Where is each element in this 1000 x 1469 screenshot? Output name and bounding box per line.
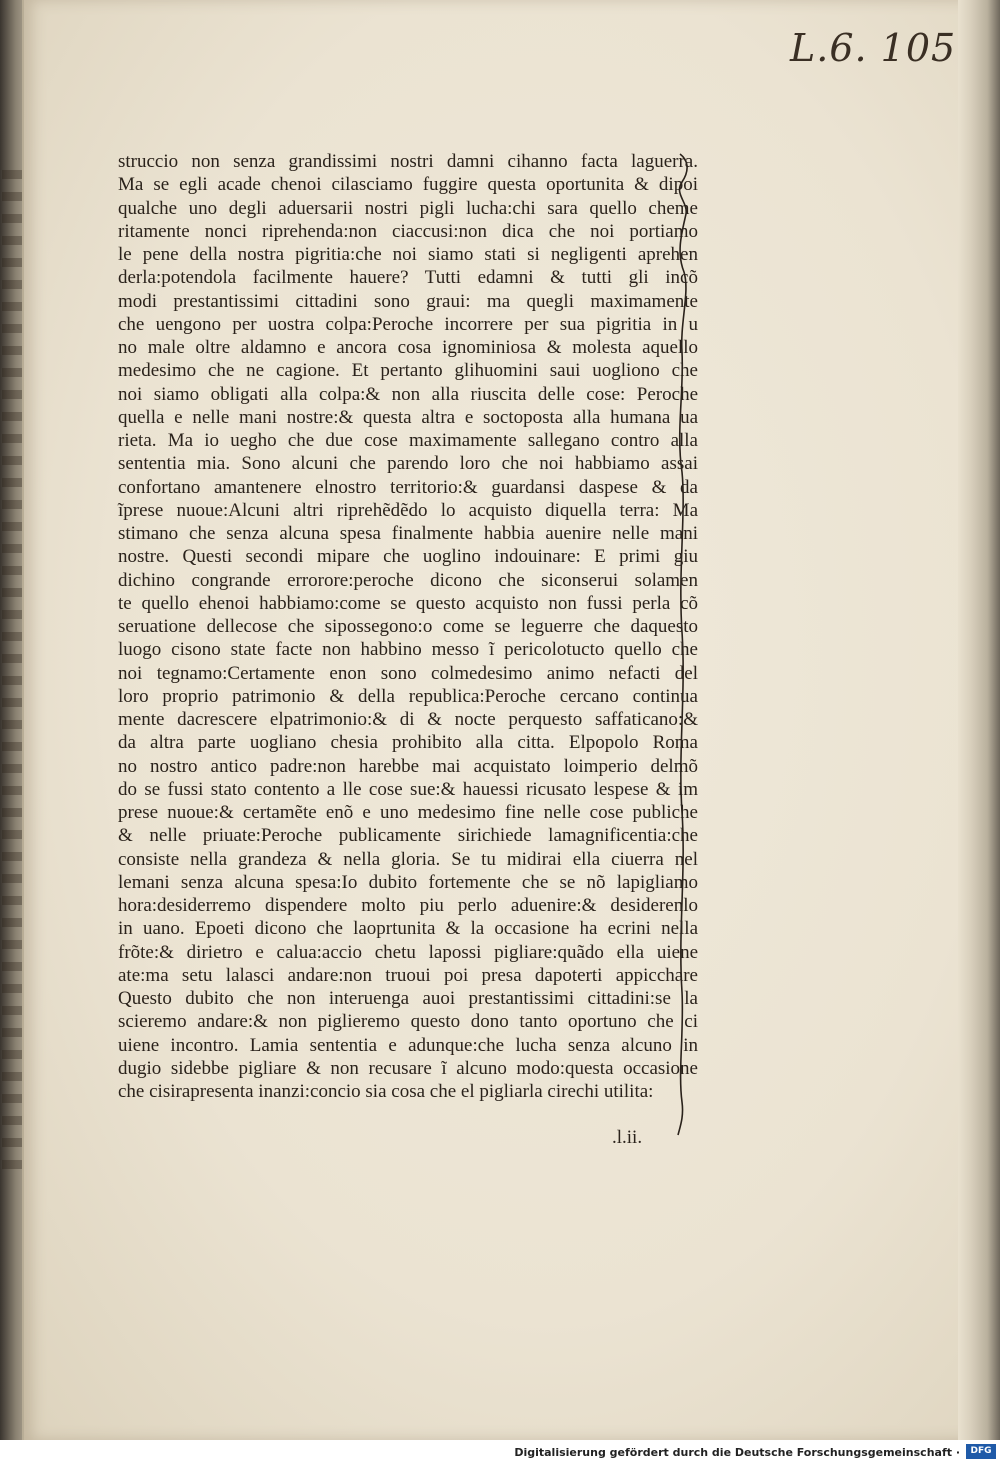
dfg-logo: DFG bbox=[966, 1444, 996, 1459]
handwritten-margin-bracket bbox=[672, 152, 696, 1137]
text-line: frõte:& dirietro e calua:accio chetu lapossi pigliare:quãdo ella uiene bbox=[118, 941, 698, 963]
text-line: prese nuoue:& certamẽte enõ e uno medesimo fine nelle cose publiche bbox=[118, 802, 698, 823]
text-line: dugio sidebbe pigliare & non recusare ĩ alcuno modo:questa occasione bbox=[118, 1057, 698, 1079]
text-line: do se fussi stato contento a lle cose sue:& hauessi ricusato lespese & im bbox=[118, 778, 698, 800]
text-line: confortano amantenere elnostro territorio:& guardansi daspese & da bbox=[118, 476, 698, 498]
text-line: qualche uno degli aduersarii nostri pigli lucha:chi sara quello cheme bbox=[118, 197, 698, 219]
text-line: le pene della nostra pigritia:che noi siamo stati si negligenti aprehen bbox=[118, 244, 698, 265]
text-line: in uano. Epoeti dicono che laoprtunita & la occasione ha ecrini nella bbox=[118, 918, 698, 940]
text-line: & nelle priuate:Peroche publicamente sirichiede lamagnificentia:che bbox=[118, 825, 698, 847]
text-line: struccio non senza grandissimi nostri damni cihanno facta laguerra. bbox=[118, 151, 698, 172]
text-line: lemani senza alcuna spesa:Io dubito fortemente che se nõ lapigliamo bbox=[118, 871, 698, 893]
text-line: Questo dubito che non interuenga auoi prestantissimi cittadini:se la bbox=[118, 988, 698, 1009]
text-line: mente dacrescere elpatrimonio:& di & nocte perquesto saffaticano:& bbox=[118, 709, 698, 730]
text-line: ĩprese nuoue:Alcuni altri riprehẽdẽdo lo acquisto diquella terra: Ma bbox=[118, 499, 698, 521]
text-line: modi prestantissimi cittadini sono graui: ma quegli maximamente bbox=[118, 290, 698, 312]
text-line: loro proprio patrimonio & della republica:Peroche cercano continua bbox=[118, 685, 698, 707]
text-line: te quello ehenoi habbiamo:come se questo acquisto non fussi perla cõ bbox=[118, 592, 698, 614]
text-line: Ma se egli acade chenoi cilasciamo fuggire questa oportunita & dipoi bbox=[118, 174, 698, 196]
footer-credit: Digitalisierung gefördert durch die Deutsche Forschungsgemeinschaft · bbox=[514, 1446, 960, 1459]
text-line: luogo cisono state facte non habbino messo ĩ pericolotucto quello che bbox=[118, 639, 698, 661]
text-line: dichino congrande errorore:peroche dicono che siconserui solamen bbox=[118, 569, 698, 591]
text-line: consiste nella grandeza & nella gloria. Se tu midirai ella ciuerra nel bbox=[118, 848, 698, 870]
text-line: noi siamo obligati alla colpa:& non alla riuscita delle cose: Peroche bbox=[118, 383, 698, 405]
text-line: no male oltre aldamno e ancora cosa ignominiosa & molesta aquello bbox=[118, 337, 698, 358]
text-line: rieta. Ma io uegho che due cose maximamente sallegano contro alla bbox=[118, 430, 698, 451]
signature-mark: .l.ii. bbox=[612, 1127, 643, 1148]
text-line: no nostro antico padre:non harebbe mai acquistato loimperio delmõ bbox=[118, 755, 698, 777]
printed-text-block bbox=[118, 150, 698, 1103]
text-line: ritamente nonci riprehenda:non ciaccusi:non dica che noi portiamo bbox=[118, 220, 698, 242]
text-line: seruatione dellecose che sipossegono:o come se leguerre che daquesto bbox=[118, 616, 698, 637]
text-line: stimano che senza alcuna spesa finalmente habbia auenire nelle mani bbox=[118, 523, 698, 544]
text-line: sententia mia. Sono alcuni che parendo loro che noi habbiamo assai bbox=[118, 453, 698, 475]
handwritten-folio-note: L.6. 105 bbox=[790, 26, 957, 70]
text-line: che uengono per uostra colpa:Peroche incorrere per sua pigritia in u bbox=[118, 313, 698, 335]
page-stack-edge bbox=[958, 0, 1000, 1440]
text-line: nostre. Questi secondi mipare che uoglino indouinare: E primi giu bbox=[118, 546, 698, 568]
text-line: quella e nelle mani nostre:& questa altra e soctoposta alla humana ua bbox=[118, 406, 698, 428]
text-line: noi tegnamo:Certamente enon sono colmedesimo animo nefacti del bbox=[118, 662, 698, 684]
text-line: da altra parte uogliano chesia prohibito alla citta. Elpopolo Roma bbox=[118, 732, 698, 754]
text-line: derla:potendola facilmente hauere? Tutti edamni & tutti gli incõ bbox=[118, 267, 698, 289]
text-line: medesimo che ne cagione. Et pertanto glihuomini saui uogliono che bbox=[118, 360, 698, 382]
text-line: scieremo andare:& non piglieremo questo dono tanto oportuno che ci bbox=[118, 1011, 698, 1033]
text-line: uiene incontro. Lamia sententia e adunque:che lucha senza alcuno in bbox=[118, 1034, 698, 1056]
text-line: hora:desiderremo dispendere molto piu perlo aduenire:& desiderenlo bbox=[118, 895, 698, 916]
text-line: ate:ma setu lalasci andare:non truoui poi presa dapoterti appicchare bbox=[118, 964, 698, 986]
text-line: che cisirapresenta inanzi:concio sia cosa che el pigliarla cirechi utilita: bbox=[118, 1081, 654, 1102]
